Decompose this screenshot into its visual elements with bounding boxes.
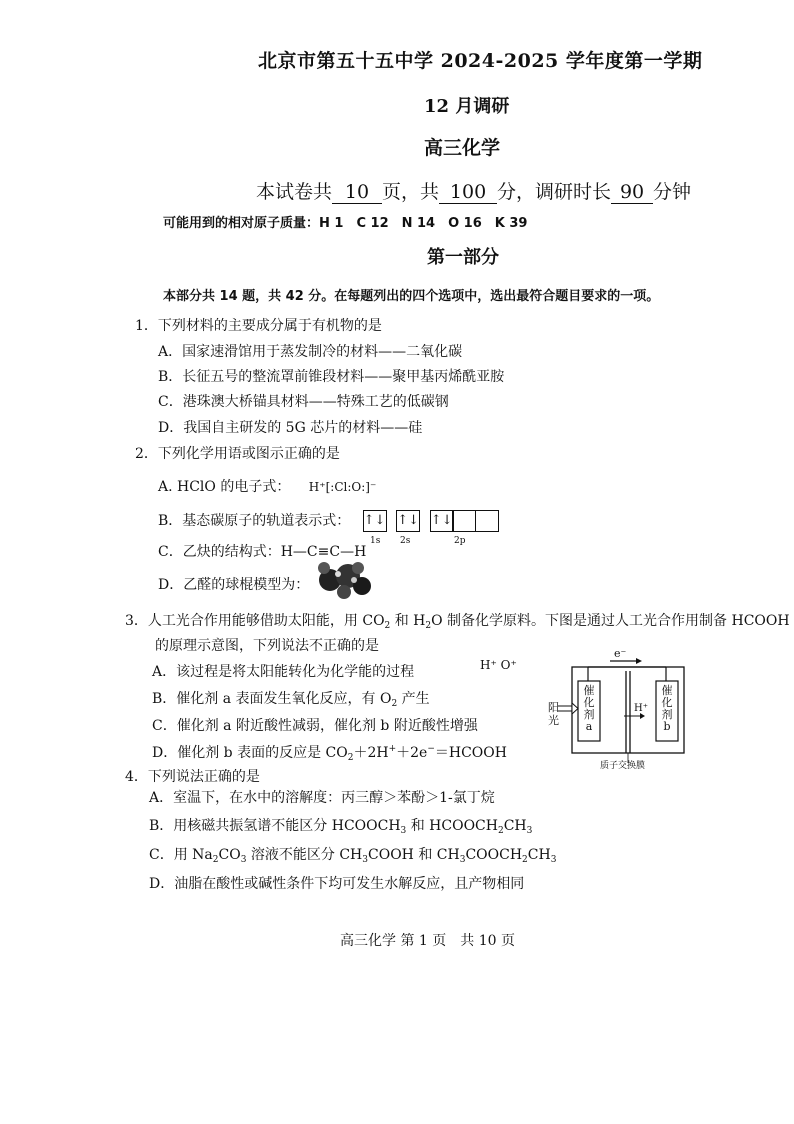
orbital-2p-2 — [452, 510, 476, 532]
q3-s1c: 和 H — [390, 613, 426, 629]
info-suffix: 分钟 — [653, 181, 692, 203]
q4-c-mid5: CH — [527, 847, 551, 863]
q3-s1e: O 制备化学原料。下图是通过人工光合作用制备 HCOOH — [431, 613, 790, 629]
membrane-label: 质子交换膜 — [600, 761, 646, 771]
exam-info — [256, 177, 691, 204]
q4-option-c — [149, 844, 556, 865]
q3-d-post: ＝HCOOH — [434, 745, 507, 761]
q4-c-s5: 2 — [522, 855, 528, 865]
orbital-2p-1: ↑↓ — [430, 510, 454, 532]
q2-stem: 2．下列化学用语或图示正确的是 — [135, 446, 340, 462]
orbital-2p-3 — [475, 510, 499, 532]
q2-d-label: D．乙醛的球棍模型为： — [158, 577, 310, 593]
q3-stem-line2: 的原理示意图，下列说法不正确的是 — [155, 638, 379, 654]
catalyst-a-label: 催化剂a — [583, 684, 595, 733]
exam-subtitle: 12 月调研 — [424, 96, 510, 117]
total-score: 100 — [439, 181, 497, 204]
orbital-2s: ↑↓ — [396, 510, 420, 532]
q3-b-post: 产生 — [397, 691, 430, 707]
q3-option-a: A．该过程是将太阳能转化为化学能的过程 — [152, 664, 415, 680]
q3-d-sup2: − — [427, 744, 435, 754]
exam-subject: 高三化学 — [424, 137, 501, 159]
q3-option-b — [152, 688, 430, 709]
part-instructions: 本部分共 14 题，共 42 分。在每题列出的四个选项中，选出最符合题目要求的一项。 — [163, 289, 660, 304]
q3-stem-line1 — [125, 610, 790, 631]
q1-option-d: D．我国自主研发的 5G 芯片的材料——硅 — [158, 420, 423, 436]
orbital-label-1s: 1s — [370, 536, 381, 546]
info-prefix: 本试卷共 — [256, 181, 333, 203]
q1-stem: 1．下列材料的主要成分属于有机物的是 — [135, 318, 382, 334]
q2-option-b — [158, 510, 350, 530]
q4-b-mid: 和 HCOOCH — [406, 818, 498, 834]
q3-b-sub: 2 — [391, 699, 398, 709]
q4-c-s6: 3 — [550, 855, 557, 865]
q4-option-d: D．油脂在酸性或碱性条件下均可发生水解反应，且产物相同 — [149, 876, 525, 892]
q4-stem: 4．下列说法正确的是 — [125, 769, 260, 785]
acetaldehyde-ball-stick-model — [314, 558, 374, 602]
q4-c-mid3: COOH 和 CH — [368, 847, 460, 863]
electron-label: e⁻ — [614, 647, 627, 660]
q2-option-d — [158, 574, 309, 594]
q1-option-a: A．国家速滑馆用于蒸发制冷的材料——二氧化碳 — [158, 344, 463, 360]
sunlight-label: 阳光 — [548, 701, 559, 727]
q2-a-label: A. HClO 的电子式： — [158, 479, 291, 495]
q2-option-c: C．乙炔的结构式：H—C≡C—H — [158, 544, 367, 560]
q4-c-s2: 3 — [240, 855, 247, 865]
q4-c-mid: CO — [218, 847, 241, 863]
atomic-masses: 可能用到的相对原子质量：H 1 C 12 N 14 O 16 K 39 — [163, 216, 528, 231]
q4-b-mid2: CH — [503, 818, 527, 834]
q3-s1b: 2 — [384, 621, 391, 631]
q3-option-c: C．催化剂 a 附近酸性减弱，催化剂 b 附近酸性增强 — [152, 718, 478, 734]
q1-option-b: B．长征五号的整流罩前锥段材料——聚甲基丙烯酰亚胺 — [158, 369, 505, 385]
orbital-label-2p: 2p — [454, 536, 466, 546]
q3-d-sub: 2 — [347, 753, 354, 763]
q4-c-s3: 3 — [362, 855, 368, 865]
part-title: 第一部分 — [427, 247, 499, 268]
page-footer: 高三化学 第 1 页 共 10 页 — [340, 933, 515, 949]
q4-b-s1: 3 — [400, 826, 407, 836]
info-mid1: 页，共 — [382, 181, 440, 203]
orbital-diagram — [364, 510, 505, 532]
q4-c-s1: 2 — [212, 855, 219, 865]
q4-b-pre: B．用核磁共振氢谱不能区分 HCOOCH — [149, 818, 401, 834]
info-mid2: 分，调研时长 — [497, 181, 612, 203]
page-count: 10 — [332, 181, 382, 204]
q3-d-mid: ＋2H — [353, 745, 389, 761]
orbital-1s: ↑↓ — [363, 510, 387, 532]
q2-option-a — [158, 476, 376, 496]
q4-c-s4: 3 — [459, 855, 466, 865]
q3-d-mid2: ＋2e — [396, 745, 428, 761]
q2-b-label: B．基态碳原子的轨道表示式： — [158, 513, 351, 529]
q4-option-b — [149, 815, 532, 836]
q4-c-pre: C．用 Na — [149, 847, 213, 863]
q3-d-sup: + — [388, 744, 397, 754]
q3-s1d: 2 — [425, 621, 432, 631]
q3-b-pre: B．催化剂 a 表面发生氧化反应，有 O — [152, 691, 392, 707]
hclo-electron-formula: H⁺[:Cl:O:]⁻ — [308, 480, 377, 494]
q4-b-s2: 2 — [497, 826, 504, 836]
q3-d-pre: D．催化剂 b 表面的反应是 CO — [152, 745, 348, 761]
q4-option-a: A．室温下，在水中的溶解度：丙三醇＞苯酚＞1-氯丁烷 — [149, 790, 495, 806]
q4-b-s3: 3 — [526, 826, 533, 836]
diagram-lines — [548, 645, 698, 770]
q3-option-d — [152, 742, 507, 763]
q1-option-c: C．港珠澳大桥锚具材料——特殊工艺的低碳钢 — [158, 394, 449, 410]
stray-mark: H⁺ O⁺ — [480, 658, 517, 672]
duration: 90 — [611, 181, 653, 204]
q4-c-mid4: COOCH — [465, 847, 523, 863]
q3-s1a: 3．人工光合作用能够借助太阳能，用 CO — [125, 613, 385, 629]
proton-label: H⁺ — [634, 703, 648, 714]
catalyst-b-label: 催化剂b — [661, 684, 673, 733]
photosynthesis-diagram — [548, 645, 698, 770]
exam-title: 北京市第五十五中学 2024-2025 学年度第一学期 — [258, 50, 703, 72]
q4-c-mid2: 溶液不能区分 CH — [246, 847, 363, 863]
orbital-label-2s: 2s — [400, 536, 411, 546]
